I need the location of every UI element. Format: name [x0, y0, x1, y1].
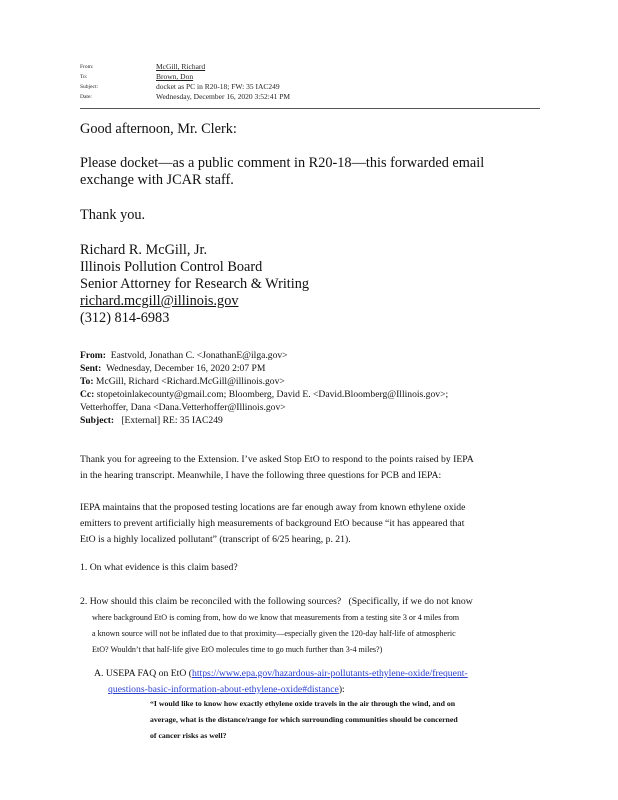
epa-faq-link[interactable]: https://www.epa.gov/hazardous-air-pollutants-ethylene-oxide/frequent- — [191, 668, 468, 679]
thank-you: Thank you. — [80, 207, 146, 223]
paragraph-2-line-2: emitters to prevent artificially high measurements of background EtO because “it has appeared that — [80, 518, 465, 529]
header-subject-value: docket as PC in R20-18; FW: 35 IAC249 — [156, 82, 280, 91]
header-date-row — [80, 92, 540, 102]
header-to-link[interactable]: Brown, Don — [156, 72, 194, 81]
paragraph-2-line-3: EtO is a highly localized pollutant” (transcript of 6/25 hearing, p. 21). — [80, 534, 351, 545]
quote-line-3: of cancer risks as well? — [150, 731, 227, 740]
signature-name: Richard R. McGill, Jr. — [80, 242, 208, 258]
fwd-to-value: McGill, Richard <Richard.McGill@illinois.gov> — [95, 376, 285, 387]
paragraph-2 — [80, 500, 540, 548]
header-divider — [80, 108, 540, 109]
question-1-number: 1. — [80, 562, 88, 573]
fwd-subject-row — [80, 414, 223, 427]
header-date-label: Date: — [80, 94, 92, 100]
message-body-line-1: Please docket—as a public comment in R20-18—this forwarded email — [80, 155, 485, 171]
paragraph-2-line-1: IEPA maintains that the proposed testing locations are far enough away from known ethylene oxide — [80, 502, 466, 513]
greeting: Good afternoon, Mr. Clerk: — [80, 121, 237, 137]
quote-line-2: average, what is the distance/range for which surrounding communities should be concerned — [150, 715, 458, 724]
header-from-label: From: — [80, 64, 94, 70]
question-2 — [80, 594, 540, 658]
signature-title: Senior Attorney for Research & Writing — [80, 276, 310, 292]
question-2-line-3: a known source will not be inflated due to that proximity—especially given the 120-day half-life of atmospheric — [92, 629, 456, 638]
fwd-cc-value-line-1: stopetoinlakecounty@gmail.com; Bloomberg, David E. <David.Bloomberg@Illinois.gov>; — [96, 389, 449, 400]
header-from-row — [80, 62, 540, 72]
question-1 — [80, 560, 238, 576]
signature-email-link[interactable]: richard.mcgill@illinois.gov — [80, 293, 239, 309]
question-2-line-1 — [80, 594, 540, 610]
quote-line-1: “I would like to know how exactly ethylene oxide travels in the air through the wind, and on — [150, 699, 456, 708]
fwd-cc-value-line-2: Vetterhoffer, Dana <Dana.Vetterhoffer@Illinois.gov> — [80, 402, 286, 413]
fwd-to-label: To: — [80, 376, 94, 387]
signature-org: Illinois Pollution Control Board — [80, 259, 263, 275]
question-2-number: 2. — [80, 596, 88, 607]
header-subject-label: Subject: — [80, 84, 99, 90]
epa-faq-link-continued[interactable]: questions-basic-information-about-ethylene-oxide#distance — [108, 684, 339, 695]
question-1-text: On what evidence is this claim based? — [89, 562, 238, 573]
fwd-subject-value: [External] RE: 35 IAC249 — [121, 415, 223, 426]
question-2-line-2: where background EtO is coming from, how do we know that measurements from a testing site 3 or 4 miles from — [92, 613, 460, 622]
fwd-cc-row — [80, 388, 448, 401]
fwd-from-value: Eastvold, Jonathan C. <JonathanE@ilga.gov> — [110, 350, 288, 361]
fwd-subject-label: Subject: — [80, 415, 115, 426]
fwd-from-label: From: — [80, 350, 106, 361]
header-to-label: To: — [80, 74, 88, 80]
question-2a — [94, 666, 534, 698]
question-2a-label: A. — [94, 668, 104, 679]
header-to-row — [80, 72, 540, 82]
header-from-link[interactable]: McGill, Richard — [156, 62, 206, 71]
paragraph-1-line-1: Thank you for agreeing to the Extension. I’ve asked Stop EtO to respond to the points raised by IEPA — [80, 454, 474, 465]
email-header — [80, 62, 540, 102]
epa-quote — [150, 696, 530, 744]
fwd-to-row — [80, 375, 285, 388]
paragraph-1 — [80, 452, 540, 484]
question-2-text: How should this claim be reconciled with the following sources? — [89, 596, 342, 607]
question-2-paren: (Specifically, if we do not know — [348, 596, 473, 607]
question-2a-close: ): — [338, 684, 345, 695]
header-subject-row — [80, 82, 540, 92]
question-2a-line-1 — [94, 666, 534, 682]
message-body-line-2: exchange with JCAR staff. — [80, 172, 234, 188]
paragraph-1-line-2: in the hearing transcript. Meanwhile, I have the following three questions for PCB and IEPA: — [80, 470, 442, 481]
fwd-from-row — [80, 349, 288, 362]
question-2a-text: USEPA FAQ on EtO ( — [105, 668, 192, 679]
header-date-value: Wednesday, December 16, 2020 3:52:41 PM — [156, 92, 291, 101]
fwd-sent-label: Sent: — [80, 363, 102, 374]
fwd-cc-label: Cc: — [80, 389, 95, 400]
fwd-sent-row — [80, 362, 265, 375]
signature-phone: (312) 814-6983 — [80, 310, 170, 326]
fwd-sent-value: Wednesday, December 16, 2020 2:07 PM — [106, 363, 266, 374]
question-2-line-4: EtO? Wouldn’t that half-life give EtO molecules time to go much further than 3-4 miles?) — [92, 645, 383, 654]
